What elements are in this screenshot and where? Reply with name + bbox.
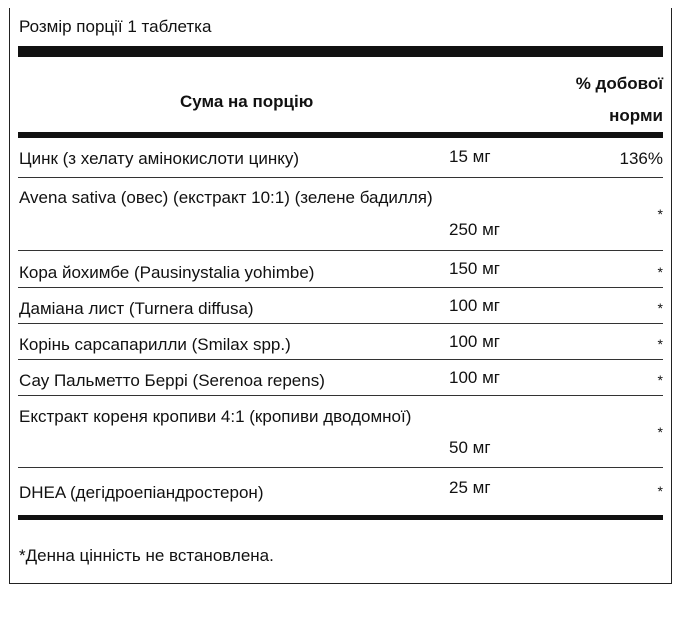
nutrient-row-sarsaparilla bbox=[18, 324, 663, 360]
nutrient-amount: 25 мг bbox=[449, 478, 491, 497]
nutrient-daily-value: * bbox=[657, 372, 663, 388]
nutrient-name: Avena sativa (овес) (екстракт 10:1) (зелене бадилля) bbox=[19, 188, 433, 207]
nutrient-amount: 150 мг bbox=[449, 259, 500, 278]
nutrient-daily-value: 136% bbox=[619, 149, 663, 168]
nutrient-daily-value: * bbox=[657, 483, 663, 499]
nutrient-daily-value: * bbox=[657, 264, 663, 280]
nutrient-row-zinc bbox=[18, 138, 663, 178]
nutrient-daily-value: * bbox=[657, 424, 663, 440]
nutrient-name: Кора йохимбе (Pausinystalia yohimbe) bbox=[19, 263, 315, 282]
nutrient-amount: 100 мг bbox=[449, 332, 500, 351]
nutrient-daily-value: * bbox=[657, 336, 663, 352]
serving-size: Розмір порції 1 таблетка bbox=[19, 17, 212, 36]
nutrient-row-damiana bbox=[18, 288, 663, 324]
nutrient-name: Корінь сарсапарилли (Smilax spp.) bbox=[19, 335, 291, 354]
nutrient-name: Сау Пальметто Беррі (Serenoa repens) bbox=[19, 371, 325, 390]
nutrient-amount: 50 мг bbox=[449, 438, 491, 457]
nutrient-daily-value: * bbox=[657, 206, 663, 222]
nutrient-daily-value: * bbox=[657, 300, 663, 316]
nutrient-row-dhea bbox=[18, 468, 663, 515]
bottom-divider bbox=[18, 515, 663, 520]
nutrient-name: Даміана лист (Turnera diffusa) bbox=[19, 299, 254, 318]
amount-per-serving-header: Сума на порцію bbox=[180, 92, 314, 111]
nutrient-name: Екстракт кореня кропиви 4:1 (кропиви дводомної) bbox=[19, 407, 412, 426]
nutrient-amount: 100 мг bbox=[449, 368, 500, 387]
nutrient-name: DHEA (дегідроепіандростерон) bbox=[19, 483, 264, 502]
nutrient-row-nettle-root bbox=[18, 396, 663, 468]
supplement-facts-panel bbox=[9, 8, 672, 584]
nutrient-row-saw-palmetto bbox=[18, 360, 663, 396]
daily-value-header-line2: норми bbox=[609, 106, 663, 125]
daily-value-header-line1: % добової bbox=[575, 74, 663, 93]
nutrient-row-avena-sativa bbox=[18, 178, 663, 251]
nutrient-name: Цинк (з хелату амінокислоти цинку) bbox=[19, 149, 300, 168]
nutrient-row-yohimbe bbox=[18, 251, 663, 288]
footnote: *Денна цінність не встановлена. bbox=[19, 546, 274, 565]
nutrient-amount: 250 мг bbox=[449, 220, 500, 239]
nutrient-amount: 100 мг bbox=[449, 296, 500, 315]
nutrient-amount: 15 мг bbox=[449, 147, 491, 166]
thick-divider bbox=[18, 46, 663, 57]
